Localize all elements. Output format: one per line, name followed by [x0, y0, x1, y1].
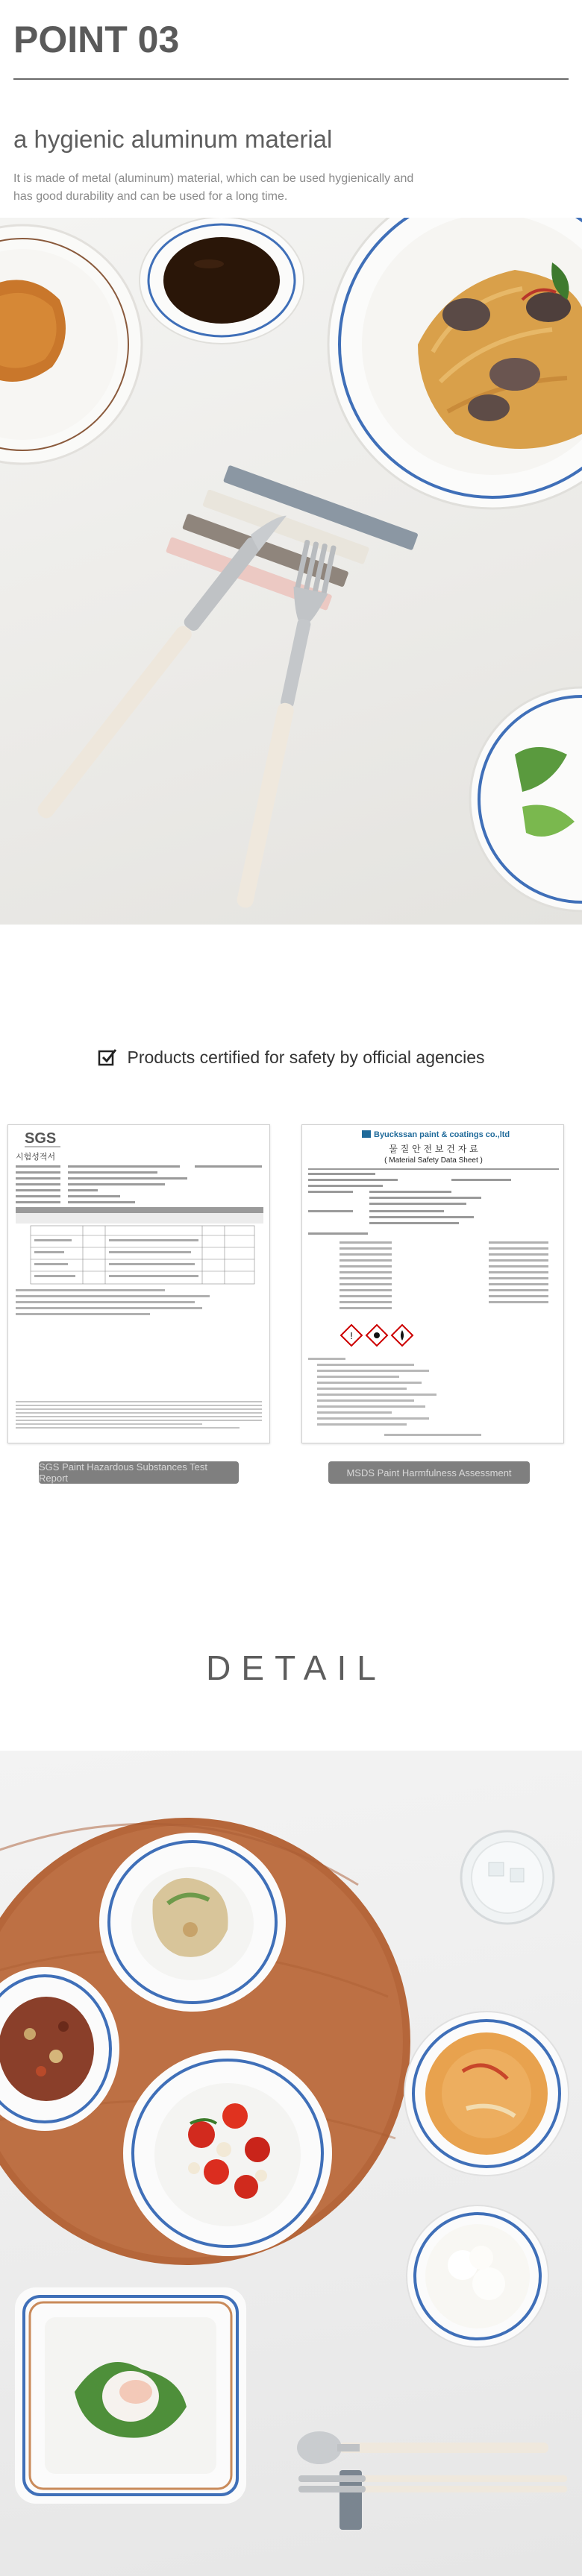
msds-title: 물 질 안 전 보 건 자 료 [389, 1144, 478, 1154]
sgs-logo: SGS [25, 1130, 57, 1147]
certification-heading [0, 1042, 582, 1072]
ghs-hazard-pictograms [341, 1325, 413, 1346]
cutlery-scene-illustration [0, 218, 582, 925]
sgs-report-caption: SGS Paint Hazardous Substances Test Report [39, 1461, 239, 1484]
product-photo-cutlery [0, 218, 582, 925]
certification-heading-text: Products certified for safety by official agencies [127, 1047, 485, 1067]
sgs-document-title: 시험성적서 [16, 1152, 56, 1162]
title-divider [13, 78, 569, 80]
point-title: POINT 03 [13, 19, 180, 60]
section-subtitle: a hygienic aluminum material [13, 125, 333, 153]
msds-document [301, 1124, 564, 1443]
section-description: It is made of metal (aluminum) material, which can be used hygienically and has good durability and can be used for a long time. [13, 172, 414, 203]
svg-text:!: ! [349, 1331, 354, 1341]
detail-heading: DETAIL [206, 1648, 387, 1687]
table-setting-illustration [0, 1751, 582, 2576]
sgs-report-page [8, 1125, 270, 1443]
sgs-report-document [7, 1124, 270, 1443]
msds-page [302, 1125, 564, 1443]
checkbox-check-icon [98, 1048, 117, 1067]
msds-caption: MSDS Paint Harmfulness Assessment [328, 1461, 530, 1484]
msds-subtitle: ( Material Safety Data Sheet ) [384, 1156, 483, 1165]
msds-company-logo: Byuckssan paint & coatings co.,ltd [374, 1130, 510, 1139]
product-photo-table-setting [0, 1751, 582, 2576]
